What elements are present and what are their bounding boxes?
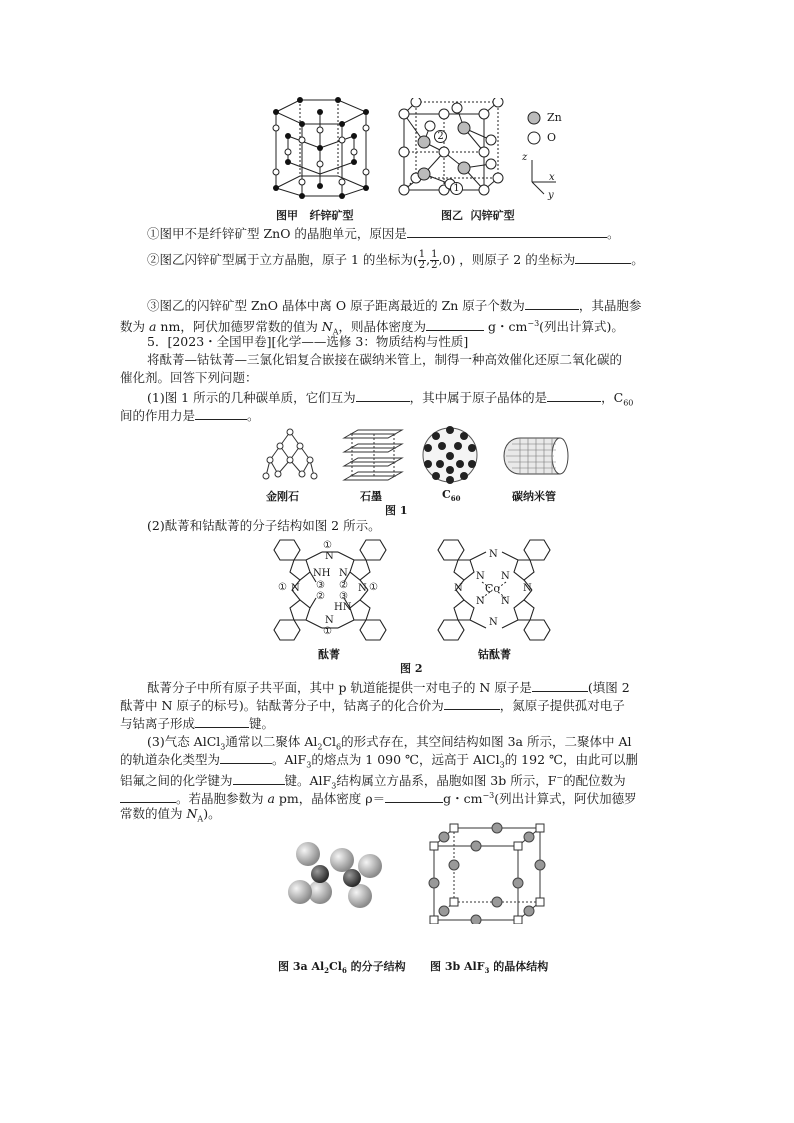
co-atom: Co bbox=[485, 582, 501, 595]
question-text: )。 bbox=[203, 806, 221, 821]
question-text: (列出计算式，阿伏加德罗 bbox=[494, 791, 637, 807]
axis-z: z bbox=[522, 152, 528, 163]
figure-wurtzite bbox=[262, 96, 380, 200]
variable: a bbox=[148, 319, 157, 335]
label-c60 bbox=[442, 488, 461, 503]
fraction bbox=[418, 250, 426, 271]
question-2 bbox=[147, 250, 644, 271]
subquestion-2: (2)酞菁和钴酞菁的分子结构如图 2 所示。 bbox=[147, 518, 381, 533]
marker-3: ③ bbox=[339, 591, 348, 602]
subquestion-1-line-2 bbox=[120, 406, 260, 425]
n-atom: N bbox=[489, 617, 498, 628]
n-atom: N bbox=[291, 583, 300, 594]
question-text: pm，晶体密度 ρ＝ bbox=[274, 791, 386, 807]
question-text: g・cm bbox=[484, 319, 528, 335]
n-atom: N bbox=[489, 549, 498, 560]
answer-blank[interactable] bbox=[356, 389, 410, 402]
marker-1: ① bbox=[278, 582, 287, 593]
c60-structure bbox=[420, 424, 480, 486]
label-diamond: 金刚石 bbox=[266, 490, 299, 503]
al2cl6-molecule bbox=[286, 840, 382, 914]
n-atom: N bbox=[476, 596, 485, 607]
answer-blank[interactable] bbox=[120, 790, 176, 803]
answer-blank[interactable] bbox=[220, 751, 272, 764]
atom-1-label: 1 bbox=[450, 182, 463, 195]
subscript: 3 bbox=[306, 760, 312, 770]
question-text: (列出计算式)。 bbox=[539, 319, 624, 335]
subscript: 3 bbox=[331, 781, 337, 791]
separator: , bbox=[426, 252, 431, 267]
n-atom: N bbox=[358, 583, 367, 594]
question-text: 常数的值为 bbox=[120, 806, 187, 821]
caption-label: 图甲 bbox=[276, 209, 298, 222]
problem-5-intro-2: 催化剂。回答下列问题： bbox=[120, 370, 258, 385]
carbon-nanotube-structure bbox=[498, 434, 574, 478]
question-3-line-1 bbox=[147, 296, 641, 315]
figure-zincblende bbox=[394, 98, 566, 206]
question-text: 的形式存在，其空间结构如图 3a 所示，二聚体中 Al bbox=[341, 734, 632, 749]
question-text: ，则晶体密度为 bbox=[338, 319, 427, 335]
subscript: 60 bbox=[623, 398, 634, 408]
subscript: 6 bbox=[336, 742, 342, 752]
question-text: Cl bbox=[322, 734, 337, 749]
question-text: 酞菁中 N 原子的标号)。钴酞菁分子中，钴离子的化合价为 bbox=[120, 698, 444, 713]
label-cobalt-phthalocyanine: 钴酞菁 bbox=[478, 648, 511, 661]
figure-3a-caption bbox=[278, 958, 406, 975]
superscript: − bbox=[556, 773, 564, 782]
question-text: 。若晶胞参数为 bbox=[176, 791, 268, 807]
question-text: 键。AlF bbox=[284, 773, 332, 789]
figure-zincblende-caption bbox=[441, 207, 515, 223]
superscript: −3 bbox=[527, 319, 540, 328]
numerator: 1 bbox=[418, 249, 426, 260]
figure-wurtzite-caption bbox=[276, 207, 354, 223]
axis-y: y bbox=[548, 190, 554, 201]
subscript: 2 bbox=[324, 966, 330, 976]
answer-blank[interactable] bbox=[426, 318, 484, 331]
answer-blank[interactable] bbox=[195, 407, 247, 420]
figure-2-caption: 图 2 bbox=[400, 662, 423, 675]
question-text: 。 bbox=[606, 226, 620, 241]
question-text: 通常以二聚体 Al bbox=[225, 734, 318, 749]
marker-2: ② bbox=[316, 591, 325, 602]
n-atom: N bbox=[501, 571, 510, 582]
n-atom: N bbox=[501, 596, 510, 607]
subquestion-3-line-5 bbox=[120, 804, 221, 829]
question-text: ，其中属于原子晶体的是 bbox=[409, 390, 548, 405]
question-text: 的配位数为 bbox=[563, 773, 626, 789]
question-text: 。AlF bbox=[272, 752, 307, 767]
fraction bbox=[430, 250, 438, 271]
figure-1-caption: 图 1 bbox=[385, 504, 408, 517]
n-atom: N bbox=[325, 615, 334, 626]
caption-label: 闪锌矿型 bbox=[470, 209, 515, 222]
subquestion-2-line-3 bbox=[120, 714, 274, 733]
question-text: ①图甲不是纤锌矿型 ZnO 的晶胞单元，原因是 bbox=[147, 226, 407, 241]
caption-label: 纤锌矿型 bbox=[309, 209, 354, 222]
question-text: ②图乙闪锌矿型属于立方晶胞，原子 1 的坐标为( bbox=[147, 252, 418, 267]
question-text: (1)图 1 所示的几种碳单质，它们互为 bbox=[147, 390, 356, 405]
question-text: (填图 2 bbox=[587, 680, 630, 695]
answer-blank[interactable] bbox=[444, 697, 500, 710]
legend-zn: Zn bbox=[547, 111, 562, 124]
graphite-structure bbox=[340, 426, 406, 486]
variable: a bbox=[267, 791, 275, 807]
subscript: 2 bbox=[317, 742, 323, 752]
n-atom: N bbox=[476, 571, 485, 582]
question-text: ③图乙的闪锌矿型 ZnO 晶体中离 O 原子距离最近的 Zn 原子个数为 bbox=[147, 298, 525, 313]
label-nanotube: 碳纳米管 bbox=[512, 490, 556, 503]
caption-text: 图 3a Al bbox=[278, 960, 325, 973]
figure-3b-caption bbox=[430, 958, 548, 975]
subscript: 60 bbox=[450, 494, 461, 504]
caption-text: 图 3b AlF bbox=[430, 960, 485, 973]
alf3-crystal bbox=[426, 822, 548, 924]
question-1 bbox=[147, 224, 619, 243]
question-text: nm，阿伏加德罗常数的值为 bbox=[156, 319, 322, 335]
answer-blank[interactable] bbox=[575, 251, 631, 264]
n-atom: N bbox=[339, 568, 348, 579]
n-atom: N bbox=[454, 583, 463, 594]
diamond-structure bbox=[262, 428, 318, 484]
label-graphite: 石墨 bbox=[360, 490, 382, 503]
label-text: C bbox=[442, 488, 451, 501]
question-text: (3)气态 AlCl bbox=[147, 734, 221, 749]
legend-o: O bbox=[547, 131, 557, 144]
marker-1: ① bbox=[323, 626, 332, 637]
atom-2-label: 2 bbox=[434, 130, 447, 143]
variable: N bbox=[321, 319, 333, 335]
subscript: A bbox=[332, 327, 339, 337]
marker-1: ① bbox=[323, 540, 332, 551]
question-text: 。 bbox=[631, 252, 644, 267]
question-text: 数为 bbox=[120, 319, 149, 335]
question-text: 。 bbox=[247, 408, 260, 423]
variable: N bbox=[186, 806, 198, 821]
subscript: 6 bbox=[341, 966, 347, 976]
nh-group: NH bbox=[313, 568, 331, 579]
axis-x: x bbox=[549, 172, 555, 183]
question-text: ，C bbox=[601, 390, 624, 405]
subquestion-2-line-2 bbox=[120, 696, 625, 715]
caption-label: 图乙 bbox=[441, 209, 463, 222]
marker-2: ② bbox=[339, 580, 348, 591]
marker-1: ① bbox=[369, 582, 378, 593]
subscript: 3 bbox=[484, 966, 490, 976]
caption-text: 的晶体结构 bbox=[489, 960, 549, 973]
question-text: ，其晶胞参 bbox=[578, 298, 642, 313]
problem-5-header: 5．[2023・全国甲卷][化学——选修 3：物质结构与性质] bbox=[147, 334, 469, 349]
question-text: 的轨道杂化类型为 bbox=[120, 752, 221, 767]
numerator: 1 bbox=[431, 249, 438, 260]
caption-text: Cl bbox=[329, 960, 342, 973]
answer-blank[interactable] bbox=[385, 790, 443, 803]
n-atom: N bbox=[325, 551, 334, 562]
answer-blank[interactable] bbox=[233, 772, 285, 785]
question-text: 的 192 ℃，由此可以删 bbox=[504, 752, 638, 767]
subscript: 3 bbox=[499, 760, 505, 770]
answer-blank[interactable] bbox=[532, 679, 588, 692]
caption-text: 的分子结构 bbox=[346, 960, 406, 973]
superscript: −3 bbox=[482, 791, 495, 800]
denominator: 2 bbox=[431, 260, 438, 271]
question-text: ，氮原子提供孤对电子 bbox=[499, 698, 625, 713]
marker-3: ③ bbox=[316, 580, 325, 591]
answer-blank[interactable] bbox=[525, 297, 579, 310]
hn-group: HN bbox=[334, 602, 352, 613]
question-text: 铝氟之间的化学键为 bbox=[120, 773, 233, 789]
answer-blank[interactable] bbox=[547, 389, 601, 402]
n-atom: N bbox=[523, 583, 532, 594]
subscript: 3 bbox=[220, 742, 226, 752]
label-phthalocyanine: 酞菁 bbox=[318, 648, 340, 661]
question-text: 键。 bbox=[249, 716, 275, 731]
question-text: g・cm bbox=[443, 791, 483, 807]
question-text: 的熔点为 1 090 ℃，远高于 AlCl bbox=[311, 752, 500, 767]
question-text: 间的作用力是 bbox=[120, 408, 196, 423]
question-text: 与钴离子形成 bbox=[120, 716, 196, 731]
subquestion-2-line-1 bbox=[147, 678, 630, 697]
subscript: A bbox=[197, 814, 204, 824]
answer-blank[interactable] bbox=[407, 225, 607, 238]
question-text: 酞菁分子中所有原子共平面，其中 p 轨道能提供一对电子的 N 原子是 bbox=[147, 680, 532, 695]
denominator: 2 bbox=[418, 260, 426, 271]
question-text: ,0) ，则原子 2 的坐标为 bbox=[438, 252, 576, 267]
answer-blank[interactable] bbox=[195, 715, 249, 728]
question-text: 结构属立方晶系，晶胞如图 3b 所示，F bbox=[336, 773, 557, 789]
problem-5-intro-1: 将酞菁—钴钛菁—三氯化铝复合嵌接在碳纳米管上，制得一种高效催化还原二氧化碳的 bbox=[147, 352, 623, 367]
